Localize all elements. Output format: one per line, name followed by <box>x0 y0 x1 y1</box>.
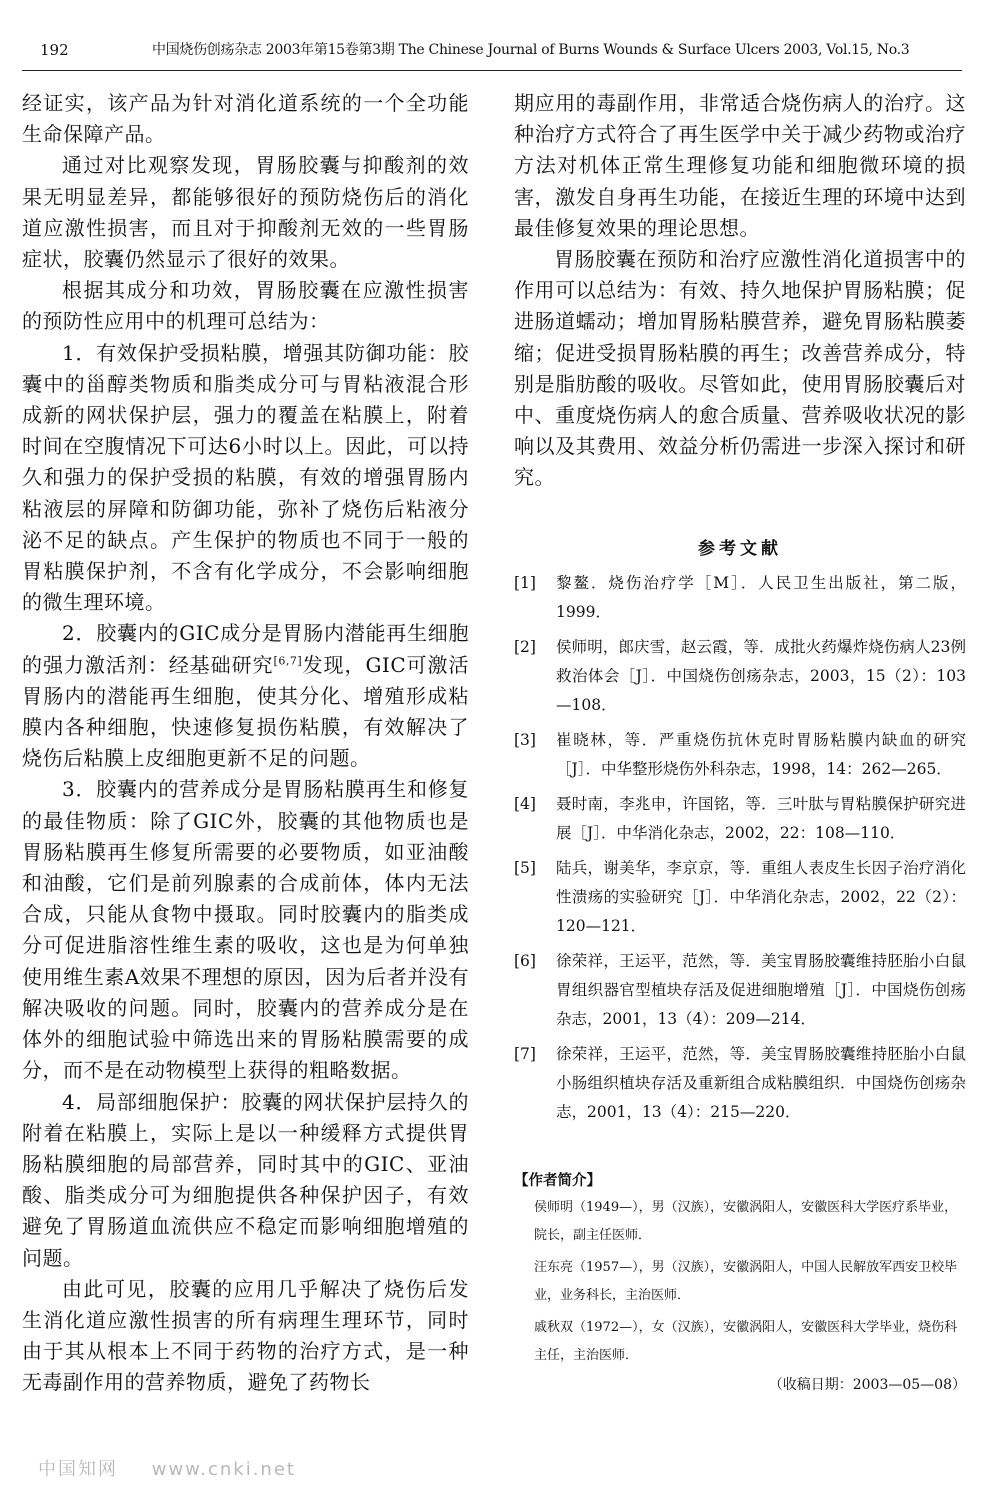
paragraph-text: 2．胶囊内的GIC成分是胃肠内潜能再生细胞的强力激活剂：经基础研究 <box>22 621 469 677</box>
reference-list <box>514 569 966 1127</box>
author-bio: 汪东亮（1957—），男（汉族），安徽涡阳人，中国人民解放军西安卫校毕业，业务科长，主治医师． <box>534 1259 958 1303</box>
reference-number: [3] <box>514 730 536 749</box>
author-intro-heading: 【作者简介】 <box>514 1171 601 1189</box>
reference-item <box>514 726 966 784</box>
reference-text: 陆兵，谢美华，李京京，等．重组人表皮生长因子治疗消化性溃疡的实验研究［J］．中华消化杂志，2002，22（2）：120—121． <box>556 858 966 935</box>
reference-item <box>514 569 966 627</box>
reference-text: 侯师明，郎庆雪，赵云霞，等．成批火药爆炸烧伤病人23例救治体会［J］．中国烧伤创疡杂志，2003，15（2）：103—108． <box>556 637 966 714</box>
journal-running-title: 中国烧伤创疡杂志 2003年第15卷第3期 The Chinese Journal of Burns Wounds & Surface Ulcers 2003, Vol.15, No.3 <box>152 42 910 58</box>
body-paragraph-with-citation <box>22 618 469 774</box>
reference-number: [2] <box>514 637 536 656</box>
cnki-watermark <box>38 1455 322 1481</box>
left-column <box>22 88 469 1399</box>
reference-text: 崔晓林，等．严重烧伤抗休克时胃肠粘膜内缺血的研究［J］．中华整形烧伤外科杂志，1998，14：262—265． <box>556 730 966 778</box>
reference-item <box>514 947 966 1034</box>
references-heading: 参考文献 <box>698 538 782 559</box>
author-bio: 戚秋双（1972—），女（汉族），安徽涡阳人，安徽医科大学毕业，烧伤科主任，主治医师． <box>534 1319 958 1363</box>
watermark-url: www.cnki.net <box>151 1459 296 1480</box>
received-date: （收稿日期：2003—05—08） <box>768 1376 966 1393</box>
reference-number: [6] <box>514 951 536 970</box>
body-paragraph: 由此可见，胶囊的应用几乎解决了烧伤后发生消化道应激性损害的所有病理生理环节，同时由于其从根本上不同于药物的治疗方式，是一种无毒副作用的营养物质，避免了药物长 <box>22 1276 469 1395</box>
reference-text: 徐荣祥，王运平，范然，等．美宝胃肠胶囊维持胚胎小白鼠胃组织器官型植块存活及促进细胞增殖［J］．中国烧伤创疡杂志，2001，13（4）：209—214． <box>556 951 966 1028</box>
reference-number: [1] <box>514 573 536 592</box>
body-paragraph: 期应用的毒副作用，非常适合烧伤病人的治疗。这种治疗方式符合了再生医学中关于减少药物或治疗方法对机体正常生理修复功能和细胞微环境的损害，激发自身再生功能，在接近生理的环境中达到最佳修复效果的理论思想。 <box>514 91 966 240</box>
reference-number: [4] <box>514 794 536 813</box>
body-paragraph: 胃肠胶囊在预防和治疗应激性消化道损害中的作用可以总结为：有效、持久地保护胃肠粘膜；促进肠道蠕动；增加胃肠粘膜营养，避免胃肠粘膜萎缩；促进受损胃肠粘膜的再生；改善营养成分，特别是脂肪酸的吸收。尽管如此，使用胃肠胶囊后对中、重度烧伤病人的愈合质量、营养吸收状况的影响以及其费用、效益分析仍需进一步深入探讨和研究。 <box>514 247 966 490</box>
body-paragraph: 4．局部细胞保护：胶囊的网状保护层持久的附着在粘膜上，实际上是以一种缓释方式提供胃肠粘膜细胞的局部营养，同时其中的GIC、亚油酸、脂类成分可为细胞提供各种保护因子，有效避免了胃肠道血流供应不稳定而影响细胞增殖的问题。 <box>22 1089 469 1270</box>
page-header <box>22 30 962 71</box>
body-paragraph: 经证实，该产品为针对消化道系统的一个全功能生命保障产品。 <box>22 91 469 147</box>
reference-item <box>514 1040 966 1127</box>
citation-marker: [6,7] <box>273 654 303 667</box>
paragraph-text: 发现，GIC可激活胃肠内的潜能再生细胞，使其分化、增殖形成粘膜内各种细胞，快速修复损伤粘膜，有效解决了烧伤后粘膜上皮细胞更新不足的问题。 <box>22 652 470 771</box>
reference-text: 徐荣祥，王运平，范然，等．美宝胃肠胶囊维持胚胎小白鼠小肠组织植块存活及重新组合成粘膜组织．中国烧伤创疡杂志，2001，13（4）：215—220． <box>556 1044 966 1121</box>
author-bio: 侯师明（1949—），男（汉族），安徽涡阳人，安徽医科大学医疗系毕业，院长，副主任医师． <box>534 1199 958 1243</box>
reference-item <box>514 854 966 941</box>
reference-text: 聂时南，李兆申，许国铭，等．三叶肽与胃粘膜保护研究进展［J］．中华消化杂志，2002，22：108—110． <box>556 794 966 842</box>
page-number: 192 <box>40 41 69 59</box>
reference-number: [7] <box>514 1044 536 1063</box>
body-paragraph: 1．有效保护受损粘膜，增强其防御功能：胶囊中的甾醇类物质和脂类成分可与胃粘液混合形成新的网状保护层，强力的覆盖在粘膜上，附着时间在空腹情况下可达6小时以上。因此，可以持久和强力的保护受损的粘膜，有效的增强胃肠内粘液层的屏障和防御功能，弥补了烧伤后粘液分泌不足的缺点。产生保护的物质也不同于一般的胃粘膜保护剂，不含有化学成分，不会影响细胞的微生理环境。 <box>22 340 469 615</box>
watermark-site-name: 中国知网 <box>38 1459 118 1480</box>
body-paragraph: 根据其成分和功效，胃肠胶囊在应激性损害的预防性应用中的机理可总结为： <box>22 278 469 334</box>
reference-number: [5] <box>514 858 536 877</box>
body-paragraph: 3．胶囊内的营养成分是胃肠粘膜再生和修复的最佳物质：除了GIC外，胶囊的其他物质也是胃肠粘膜再生修复所需要的必要物质，如亚油酸和油酸，它们是前列腺素的合成前体，体内无法合成，只能从食物中摄取。同时胶囊内的脂类成分可促进脂溶性维生素的吸收，这也是为何单独使用维生素A效果不理想的原因，因为后者并没有解决吸收的问题。同时，胶囊内的营养成分是在体外的细胞试验中筛选出来的胃肠粘膜需要的成分，而不是在动物模型上获得的粗略数据。 <box>22 777 469 1083</box>
right-column <box>514 88 966 1394</box>
reference-item <box>514 790 966 848</box>
reference-text: 黎鳌．烧伤治疗学［M］．人民卫生出版社，第二版，1999． <box>556 573 966 621</box>
reference-item <box>514 633 966 720</box>
body-paragraph: 通过对比观察发现，胃肠胶囊与抑酸剂的效果无明显差异，都能够很好的预防烧伤后的消化道应激性损害，而且对于抑酸剂无效的一些胃肠症状，胶囊仍然显示了很好的效果。 <box>22 153 469 272</box>
